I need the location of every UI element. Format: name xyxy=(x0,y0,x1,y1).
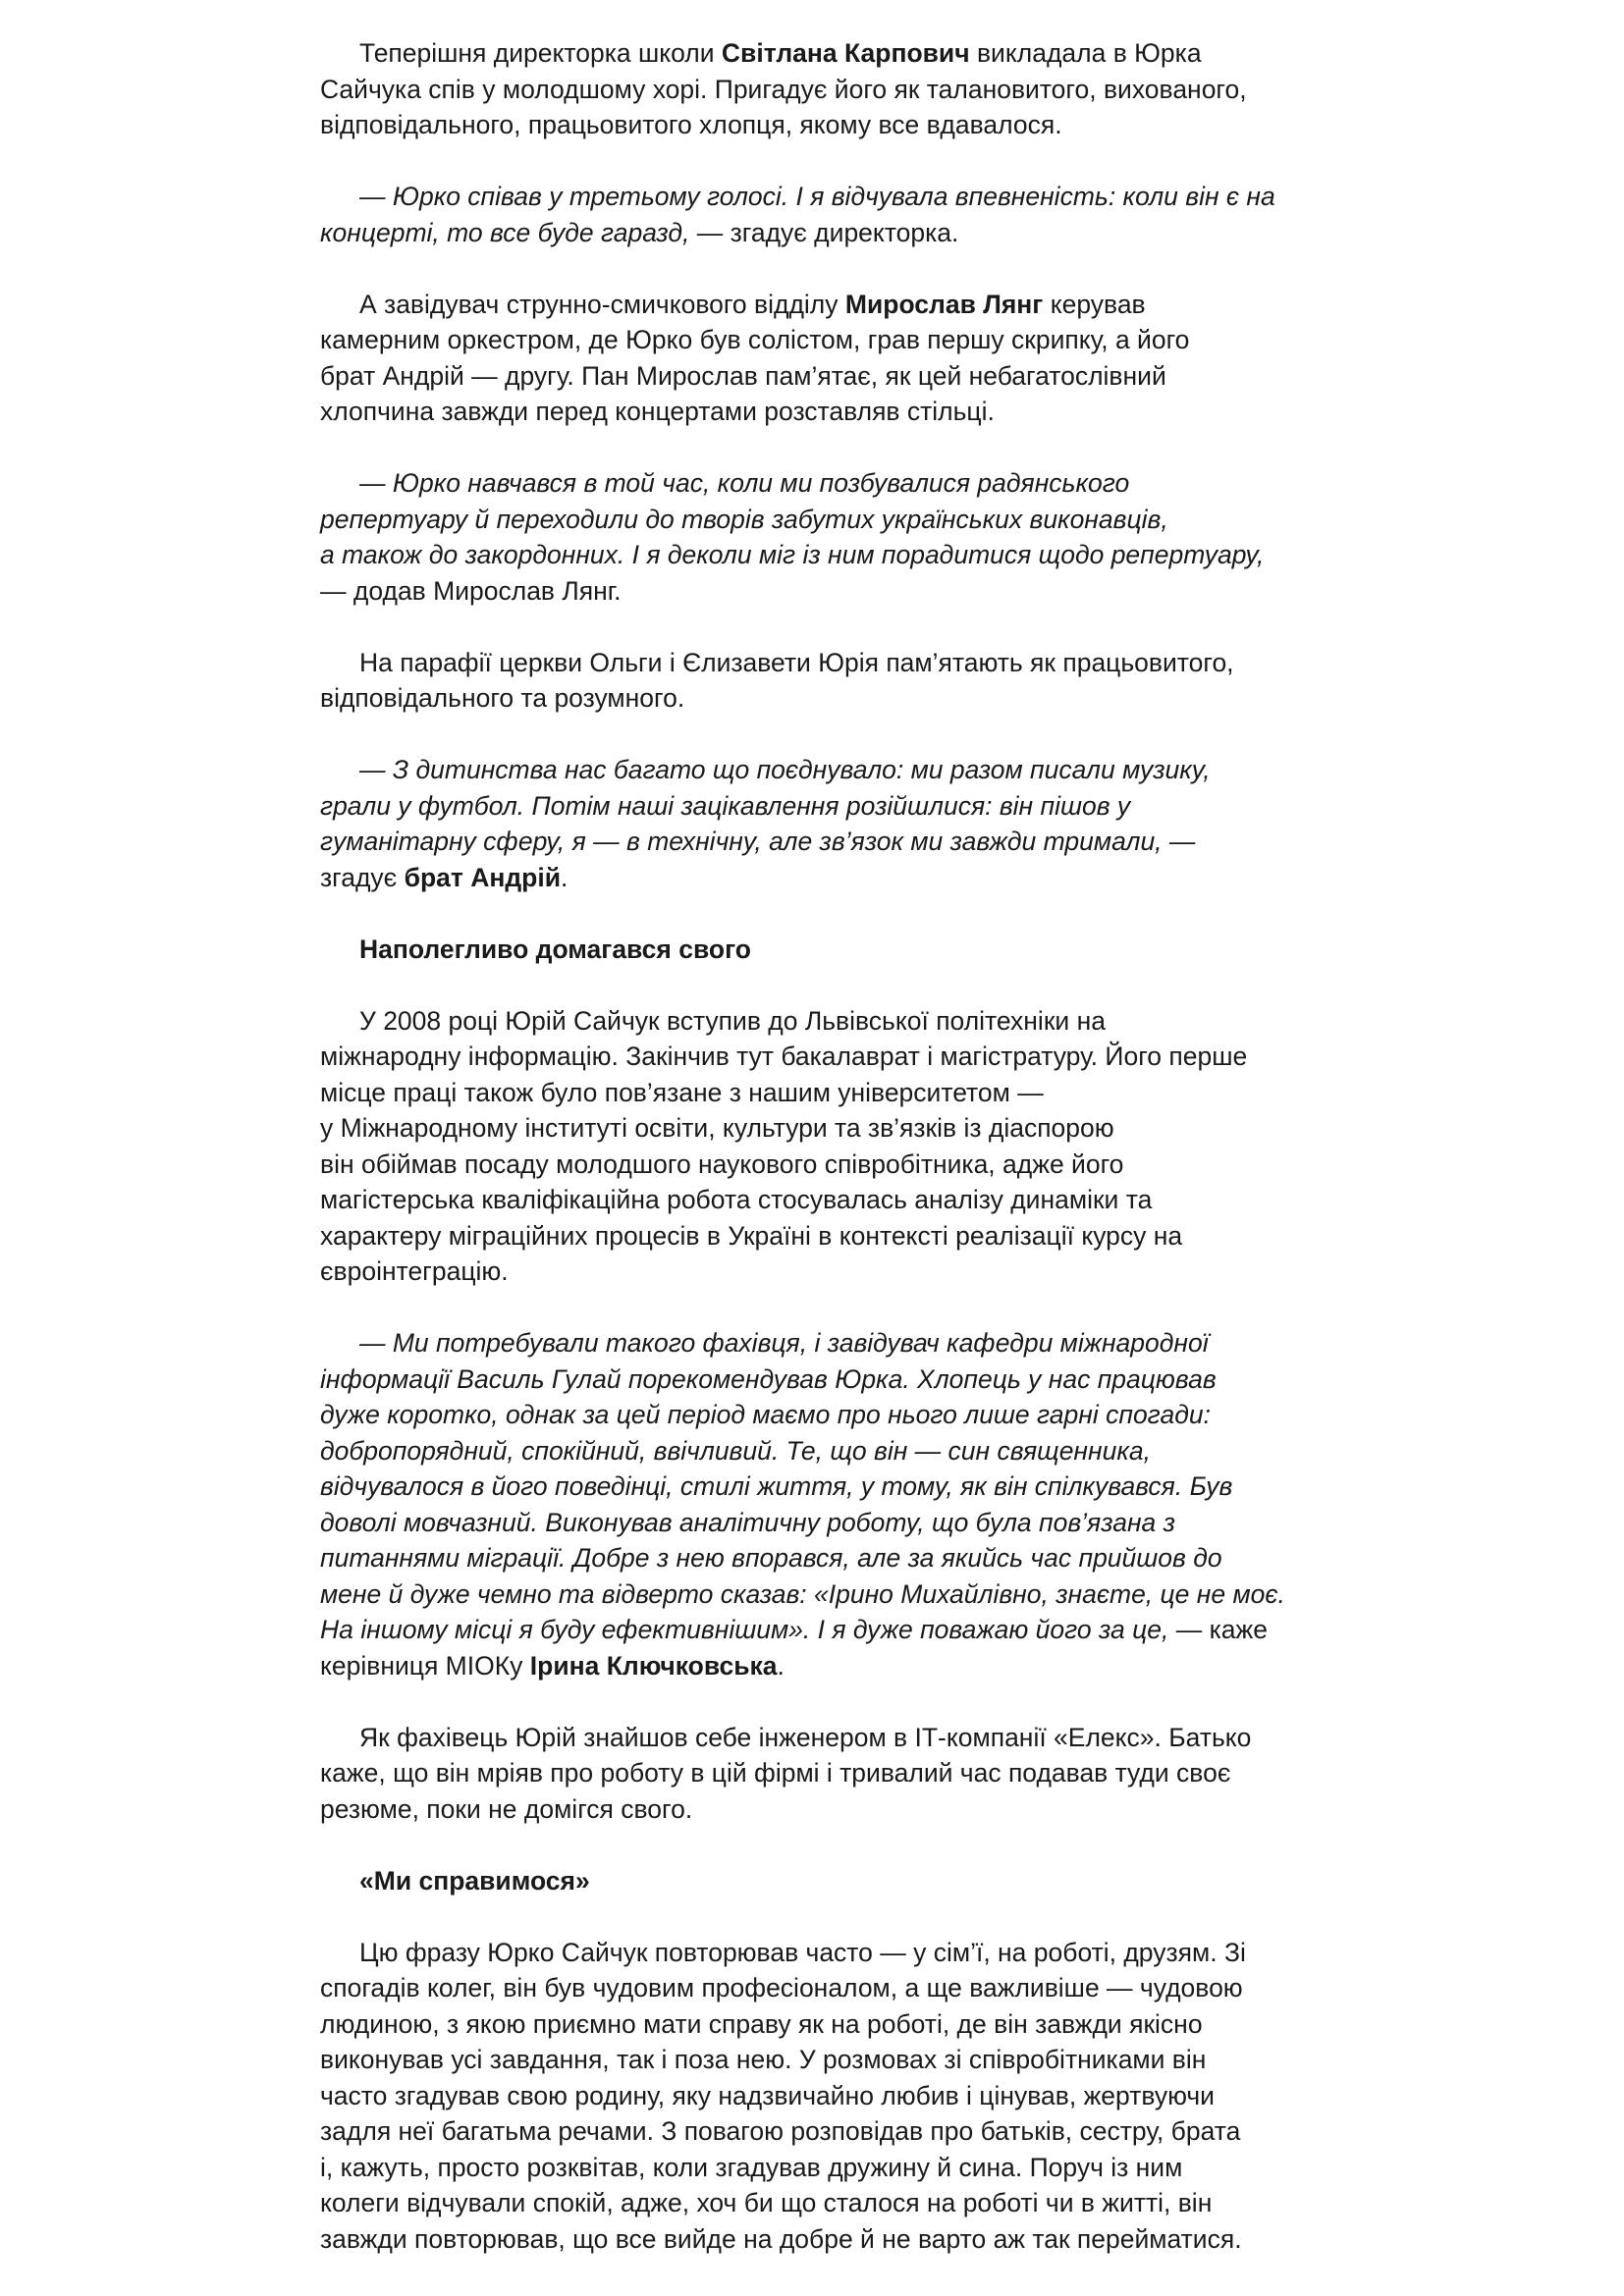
text-segment: А завідувач струнно-смичкового відділу xyxy=(359,289,845,319)
text-line xyxy=(320,465,1331,502)
text-line xyxy=(320,1612,1331,1648)
text-segment: брат Андрій — другу. Пан Мирослав пам’ятає, як цей небагатослівний xyxy=(320,360,1166,391)
text-line xyxy=(320,1182,1331,1218)
quote-text: На іншому місці я буду ефективнішим». І я дуже поважаю його за це, — xyxy=(320,1615,1203,1644)
text-segment: каже xyxy=(1202,1615,1268,1644)
text-segment: керував xyxy=(1043,289,1146,319)
text-line xyxy=(320,645,1331,681)
quote-text: — З дитинства нас багато що поєднувало: ми разом писали музику, xyxy=(359,755,1211,784)
text-line xyxy=(320,394,1331,430)
quote-paragraph xyxy=(320,465,1331,609)
quote-text: інформації Василь Гулай порекомендував Юрка. Хлопець у нас працював xyxy=(320,1363,1217,1394)
text-segment: спогадів колег, він був чудовим професіоналом, а ще важливіше — чудовою xyxy=(320,1973,1243,2002)
text-segment: згадує директорка. xyxy=(723,217,959,247)
text-line xyxy=(320,1720,1331,1756)
quote-text: гуманітарну сферу, я — в технічну, але зв’язок ми завжди тримали, — xyxy=(320,827,1196,856)
text-line xyxy=(320,215,1331,251)
text-segment: і, кажуть, просто розквітав, коли згадував дружину й сина. Поруч із ним xyxy=(320,2152,1183,2182)
text-line xyxy=(320,860,1331,896)
body-paragraph xyxy=(320,287,1331,430)
text-line xyxy=(320,1218,1331,1255)
text-segment: місце праці також було пов’язане з нашим університетом — xyxy=(320,1077,1044,1107)
text-line xyxy=(320,2042,1331,2078)
text-segment: часто згадував свою родину, яку надзвичайно любив і цінував, жертвуючи xyxy=(320,2080,1215,2110)
quote-paragraph xyxy=(320,752,1331,895)
text-segment: людиною, з якою приємно мати справу як на роботі, де він завжди якісно xyxy=(320,2008,1203,2039)
text-segment: Сайчука спів у молодшому хорі. Пригадує його як талановитого, вихованого, xyxy=(320,74,1247,104)
text-segment: хлопчина завжди перед концертами розставляв стільці. xyxy=(320,397,995,426)
bold-name: Ірина Ключковська xyxy=(529,1650,778,1681)
section-heading: Наполегливо домагався свого xyxy=(359,934,751,964)
text-segment: камерним оркестром, де Юрко був солістом, грав першу скрипку, а його xyxy=(320,325,1190,354)
text-segment: євроінтеграцію. xyxy=(320,1256,509,1286)
text-line xyxy=(320,2006,1331,2043)
text-segment: керівниця МІОКу xyxy=(320,1650,530,1681)
text-segment: згадує xyxy=(320,862,405,892)
text-segment: каже, що він мріяв про роботу в цій фірмі і тривалий час подавав туди своє xyxy=(320,1758,1231,1788)
text-segment: характеру міграційних процесів в Україні в контексті реалізації курсу на xyxy=(320,1220,1183,1251)
text-line xyxy=(320,1505,1331,1541)
quote-text: дуже коротко, однак за цей період маємо про нього лише гарні спогади: xyxy=(320,1400,1211,1429)
text-segment: відповідального, працьовитого хлопця, якому все вдавалося. xyxy=(320,110,1062,139)
text-line xyxy=(320,2185,1331,2221)
text-line xyxy=(320,35,1331,72)
text-line xyxy=(320,1755,1331,1791)
text-line xyxy=(320,1039,1331,1075)
text-segment: завжди повторював, що все вийде на добре й не варто аж так перейматися. xyxy=(320,2223,1242,2254)
text-segment: викладала в Юрка xyxy=(969,38,1202,68)
text-segment: задля неї багатьма речами. З повагою розповідав про батьків, сестру, брата xyxy=(320,2116,1241,2146)
text-line xyxy=(320,2150,1331,2186)
quote-text: доволі мовчазний. Виконував аналітичну роботу, що була пов’язана з xyxy=(320,1507,1175,1537)
article-body xyxy=(320,35,1331,2293)
quote-text: — Юрко співав у третьому голосі. І я відчувала впевненість: коли він є на xyxy=(359,182,1275,211)
text-line xyxy=(320,2113,1331,2150)
text-line xyxy=(320,1576,1331,1613)
text-line xyxy=(320,107,1331,143)
text-line xyxy=(320,1110,1331,1147)
text-line xyxy=(320,2221,1331,2258)
text-line xyxy=(320,824,1331,860)
text-line xyxy=(320,1325,1331,1362)
text-line xyxy=(320,287,1331,323)
bold-name: Мирослав Лянг xyxy=(844,289,1044,319)
text-segment: резюме, поки не домігся свого. xyxy=(320,1793,693,1824)
text-segment: У 2008 році Юрій Сайчук вступив до Львівської політехніки на xyxy=(359,1005,1106,1036)
text-segment: колеги відчували спокій, адже, хоч би що сталося на роботі чи в житті, він xyxy=(320,2188,1213,2217)
text-line xyxy=(320,72,1331,108)
text-segment: Теперішня директорка школи xyxy=(359,38,722,68)
text-line xyxy=(320,322,1331,358)
text-segment: На парафії церкви Ольги і Єлизавети Юрія пам’ятають як працьовитого, xyxy=(359,647,1234,677)
text-line xyxy=(320,1433,1331,1469)
body-paragraph xyxy=(320,35,1331,143)
text-line xyxy=(320,1468,1331,1505)
text-line xyxy=(320,1254,1331,1290)
body-paragraph xyxy=(320,645,1331,717)
text-line xyxy=(320,1362,1331,1398)
quote-text: а також до закордонних. І я деколи міг із ним порадитися щодо репертуару, xyxy=(320,540,1265,569)
bold-name: брат Андрій xyxy=(404,862,562,892)
text-line xyxy=(320,573,1331,610)
quote-text: грали у футбол. Потім наші зацікавлення розійшлися: він пішов у xyxy=(320,790,1131,821)
body-paragraph xyxy=(320,1003,1331,1290)
text-line xyxy=(320,1397,1331,1433)
text-line xyxy=(320,1003,1331,1040)
text-line xyxy=(320,680,1331,717)
section-heading: «Ми справимося» xyxy=(359,1865,590,1896)
text-line xyxy=(320,1540,1331,1576)
quote-text: питаннями міграції. Добре з нею впорався, але за якийсь час прийшов до xyxy=(320,1543,1222,1573)
bold-name: Світлана Карпович xyxy=(721,38,970,68)
text-line xyxy=(320,358,1331,395)
text-line xyxy=(320,1791,1331,1828)
text-segment: — додав Мирослав Лянг. xyxy=(320,575,622,606)
text-line xyxy=(320,1075,1331,1111)
text-segment: він обіймав посаду молодшого наукового співробітника, адже його xyxy=(320,1148,1124,1179)
text-segment: Цю фразу Юрко Сайчук повторював часто — у сім’ї, на роботі, друзям. Зі xyxy=(359,1937,1246,1967)
text-segment: у Міжнародному інституті освіти, культури та зв’язків із діаспорою xyxy=(320,1113,1114,1143)
text-line xyxy=(320,179,1331,215)
quote-text: відчувалося в його поведінці, стилі життя, у тому, як він спілкувався. Був xyxy=(320,1471,1233,1501)
text-segment: . xyxy=(777,1650,785,1681)
quote-text: мене й дуже чемно та відверто сказав: «Ірино Михайлівно, знаєте, це не моє. xyxy=(320,1578,1285,1609)
text-segment: магістерська кваліфікаційна робота стосувалась аналізу динаміки та xyxy=(320,1185,1153,1214)
quote-text: добропорядний, спокійний, ввічливий. Те, що він — син священника, xyxy=(320,1435,1151,1466)
quote-text: — Юрко навчався в той час, коли ми позбувалися радянського xyxy=(359,468,1130,498)
body-paragraph xyxy=(320,1720,1331,1828)
text-line xyxy=(320,1147,1331,1183)
quote-paragraph xyxy=(320,179,1331,250)
text-line xyxy=(320,1648,1331,1684)
quote-paragraph xyxy=(320,1325,1331,1683)
text-line xyxy=(320,752,1331,788)
text-line xyxy=(320,1935,1331,1971)
text-line xyxy=(320,502,1331,538)
text-segment: міжнародну інформацію. Закінчив тут бакалаврат і магістратуру. Його перше xyxy=(320,1041,1248,1071)
text-line xyxy=(320,788,1331,825)
text-line xyxy=(320,2078,1331,2114)
text-segment: відповідального та розумного. xyxy=(320,683,685,713)
body-paragraph xyxy=(320,1935,1331,2258)
text-segment: Як фахівець Юрій знайшов себе інженером в ІТ-компанії «Елекс». Батько xyxy=(359,1722,1252,1752)
text-line xyxy=(320,537,1331,573)
quote-text: концерті, то все буде гаразд, — xyxy=(320,217,724,247)
text-segment: виконував усі завдання, так і поза нею. У розмовах зі співробітниками він xyxy=(320,2045,1207,2074)
text-line xyxy=(320,1970,1331,2006)
quote-text: репертуару й переходили до творів забутих українських виконавців, xyxy=(320,504,1168,534)
text-segment: . xyxy=(561,862,568,892)
quote-text: — Ми потребували такого фахівця, і завідувач кафедри міжнародної xyxy=(359,1328,1209,1358)
